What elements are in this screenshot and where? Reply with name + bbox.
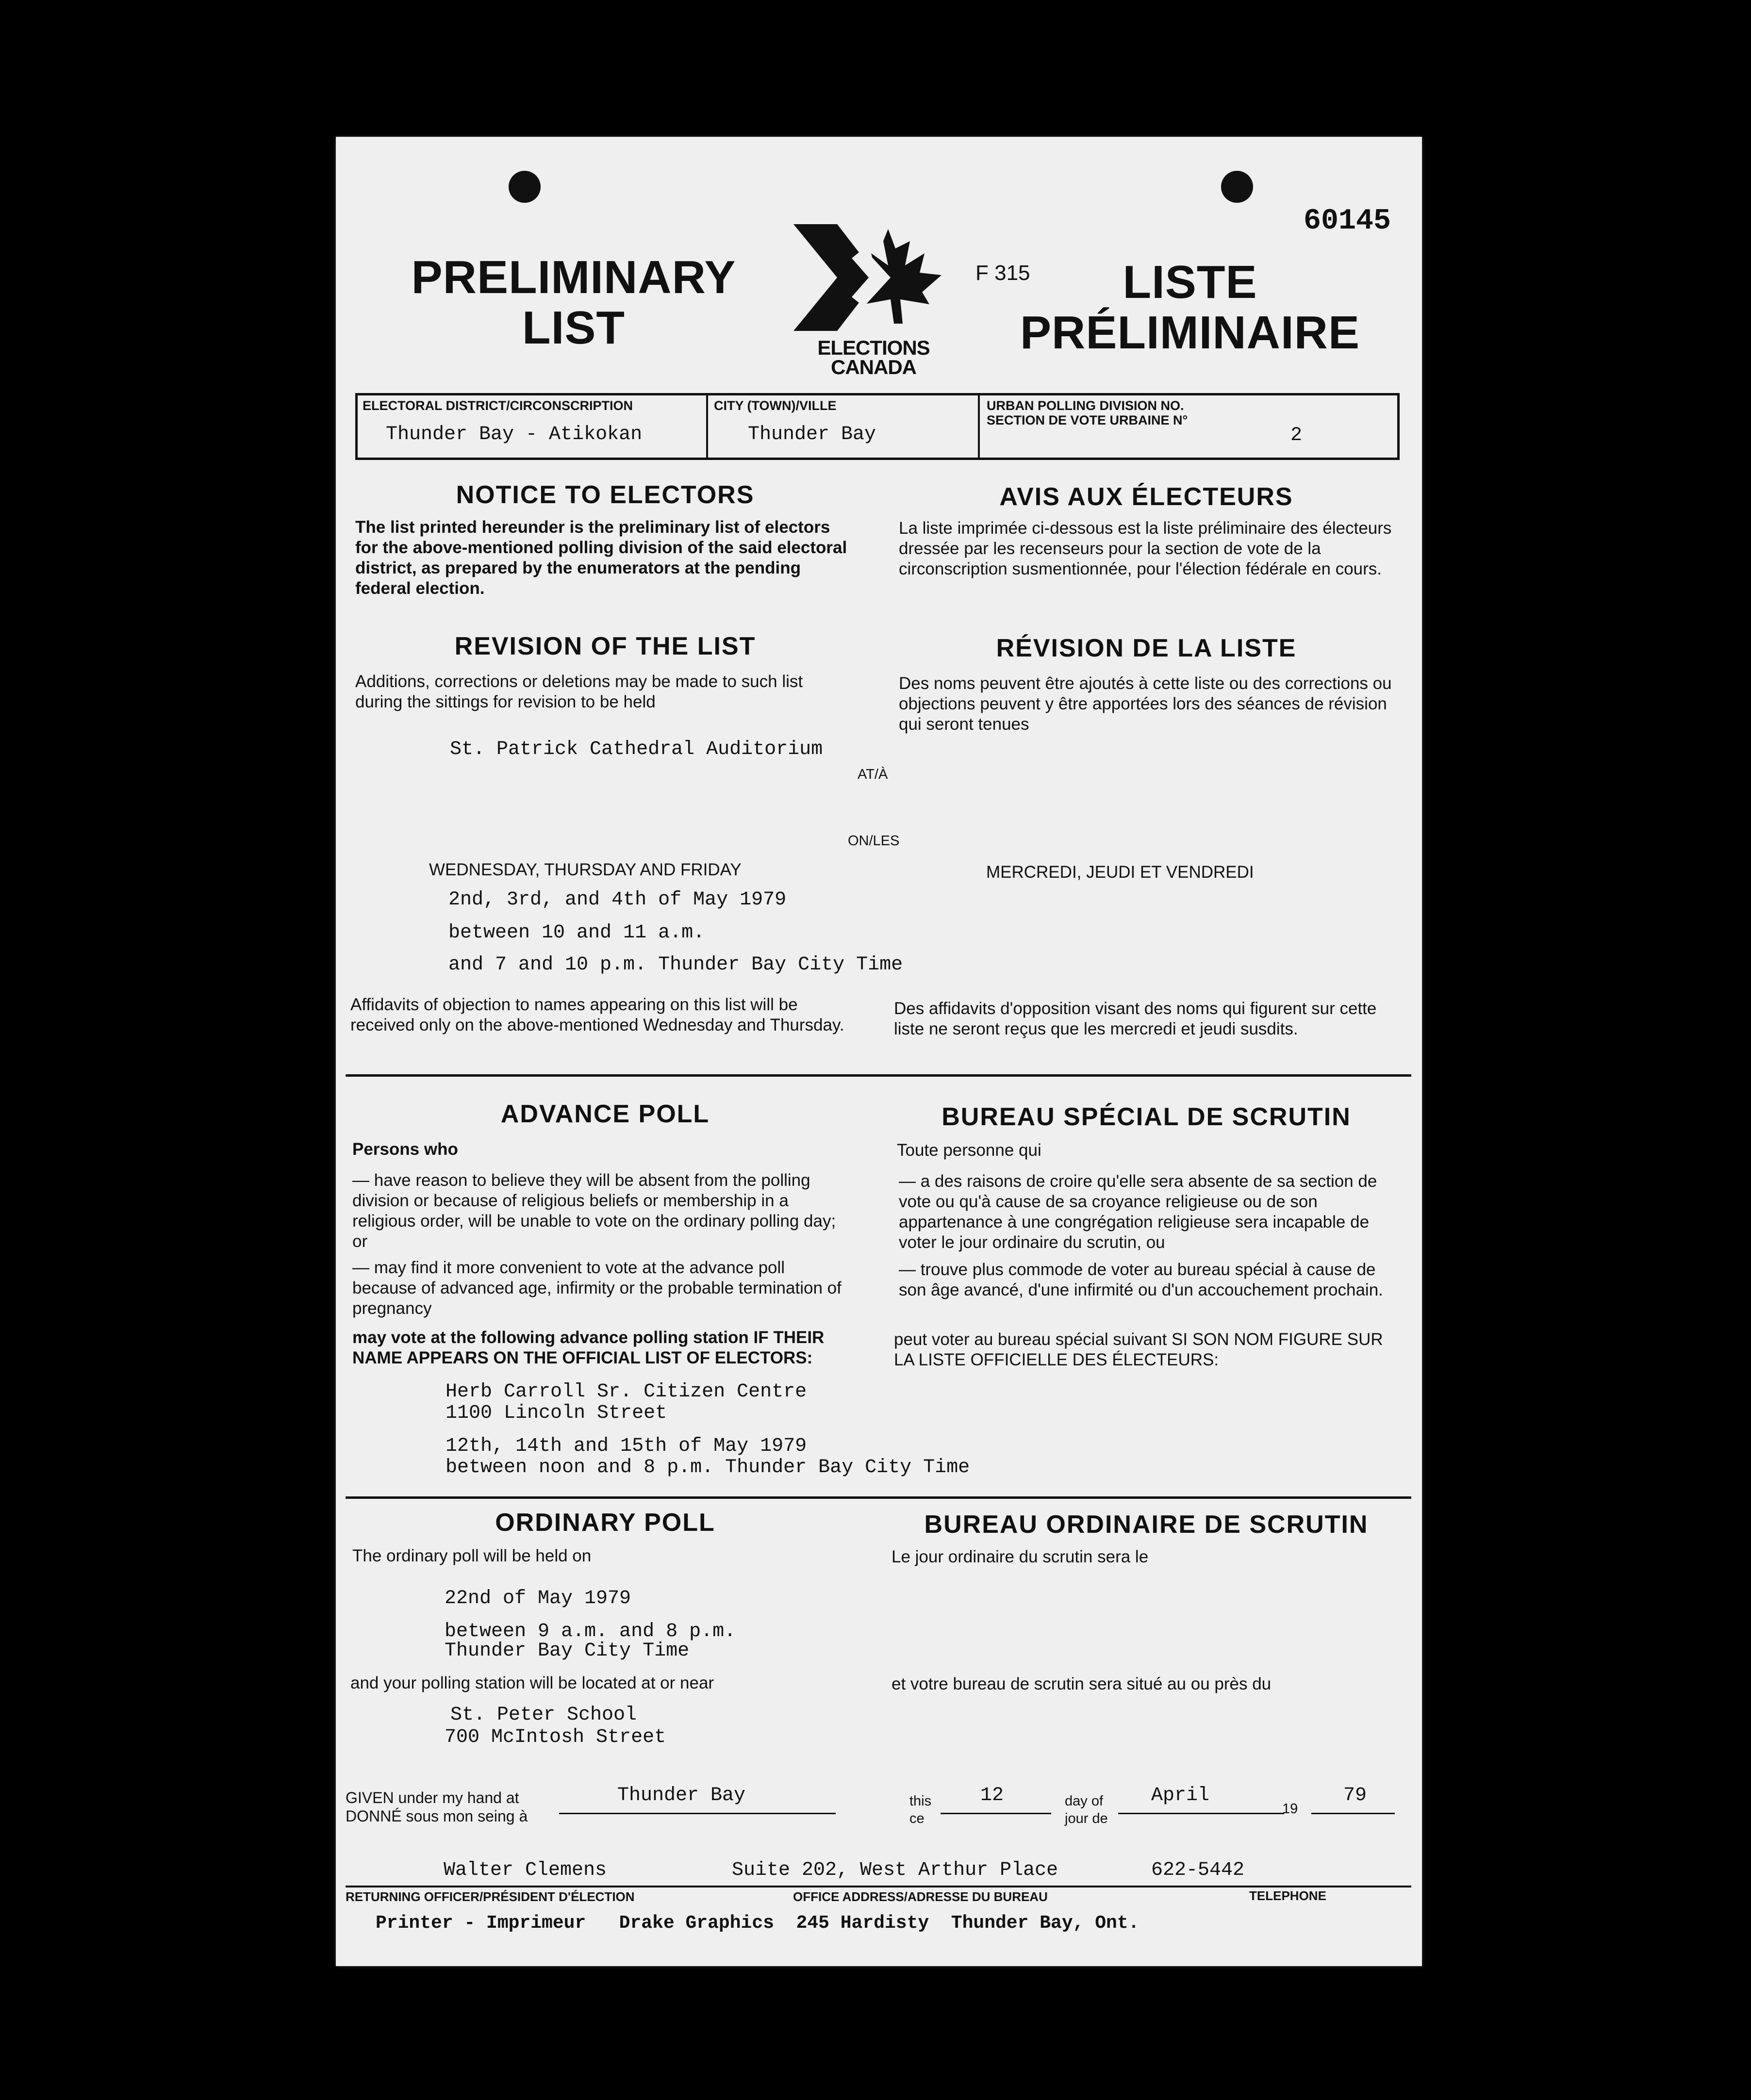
ordinary-heading-en: ORDINARY POLL <box>495 1509 715 1537</box>
city-cell <box>708 395 980 458</box>
header-box <box>355 393 1400 460</box>
revision-dates: 2nd, 3rd, and 4th of May 1979 <box>448 889 787 911</box>
advance-heading-fr: BUREAU SPÉCIAL DE SCRUTIN <box>942 1103 1351 1131</box>
ordinary-intro-en: The ordinary poll will be held on <box>352 1546 592 1565</box>
revision-days-en: WEDNESDAY, THURSDAY AND FRIDAY <box>429 860 742 879</box>
notice-heading-en: NOTICE TO ELECTORS <box>456 481 755 509</box>
given-place: Thunder Bay <box>617 1785 746 1806</box>
officer-phone: 622-5442 <box>1151 1859 1245 1881</box>
revision-heading-en: REVISION OF THE LIST <box>454 632 756 660</box>
title-en-line2: LIST <box>522 302 625 354</box>
revision-days-fr: MERCREDI, JEUDI ET VENDREDI <box>986 863 1254 882</box>
divider-2 <box>346 1496 1411 1499</box>
division-label-2: SECTION DE VOTE URBAINE N° <box>987 413 1188 427</box>
given-day: 12 <box>980 1785 1004 1806</box>
title-fr <box>986 257 1394 358</box>
at-label: AT/À <box>858 767 888 782</box>
officer-name: Walter Clemens <box>444 1859 607 1881</box>
punch-hole-right <box>1221 171 1253 203</box>
this-label <box>909 1792 931 1827</box>
advance-item2-en: — may find it more convenient to vote at the advance poll because of advanced age, infirmity or the probable termination of pregnancy <box>352 1258 842 1318</box>
revision-location: St. Patrick Cathedral Auditorium <box>450 738 823 760</box>
officer-line <box>346 1886 1411 1887</box>
title-fr-line2: PRÉLIMINAIRE <box>1020 307 1360 359</box>
ordinary-station-1: St. Peter School <box>450 1704 637 1726</box>
officer-address-label: OFFICE ADDRESS/ADRESSE DU BUREAU <box>793 1889 1048 1904</box>
advance-intro-en: Persons who <box>352 1140 458 1159</box>
revision-time-2: and 7 and 10 p.m. Thunder Bay City Time <box>448 954 903 976</box>
revision-heading-fr: RÉVISION DE LA LISTE <box>996 634 1297 662</box>
title-en <box>389 252 758 353</box>
district-value: Thunder Bay - Atikokan <box>386 424 643 445</box>
punch-hole-left <box>509 171 541 203</box>
this-label-fr: ce <box>909 1811 925 1826</box>
division-cell <box>980 395 1397 458</box>
notice-text-en: The list printed hereunder is the preliminary list of electors for the above-mentioned polling division of the said electoral district, as prepared by the enumerators at the pending federal election. <box>355 518 847 598</box>
dayof-label <box>1065 1792 1108 1827</box>
notice-text-fr: La liste imprimée ci-dessous est la liste préliminaire des électeurs dressée par les recenseurs pour la section de vote de la circonscription susmentionnée, pour l'élection fédérale en cours. <box>899 519 1392 578</box>
ordinary-station-2: 700 McIntosh Street <box>445 1726 666 1748</box>
serial-number: 60145 <box>1304 205 1391 238</box>
given-day-line <box>941 1813 1051 1814</box>
year-prefix: 19 <box>1282 1801 1298 1817</box>
ordinary-heading-fr: BUREAU ORDINAIRE DE SCRUTIN <box>924 1510 1369 1539</box>
advance-closing-en: may vote at the following advance polling station IF THEIR NAME APPEARS ON THE OFFICIAL LIST OF ELECTORS: <box>352 1328 825 1367</box>
district-cell <box>358 395 708 458</box>
given-year-line <box>1311 1813 1395 1814</box>
on-label: ON/LES <box>848 833 900 849</box>
advance-item2-fr: — trouve plus commode de voter au bureau spécial à cause de son âge avancé, d'une infirmité ou d'un accouchement prochain. <box>899 1260 1383 1299</box>
printer-line: Printer - Imprimeur Drake Graphics 245 Hardisty Thunder Bay, Ont. <box>376 1913 1140 1934</box>
division-label-1: URBAN POLLING DIVISION NO. <box>987 398 1184 413</box>
ordinary-station-en: and your polling station will be located at or near <box>350 1673 714 1692</box>
revision-text-en: Additions, corrections or deletions may be made to such list during the sittings for revision to be held <box>355 672 803 711</box>
form-sheet <box>336 137 1422 1966</box>
advance-item1-fr: — a des raisons de croire qu'elle sera absente de sa section de vote ou qu'à cause de sa croyance religieuse ou de son appartenance à une congrégation religieuse sera incapable de voter le jour ordinaire du scrutin, ou <box>899 1172 1377 1252</box>
ordinary-intro-fr: Le jour ordinaire du scrutin sera le <box>892 1547 1149 1566</box>
logo-line2: CANADA <box>831 356 916 378</box>
affidavit-text-fr: Des affidavits d'opposition visant des noms qui figurent sur cette liste ne seront reçus que les mercredi et jeudi susdits. <box>894 999 1377 1038</box>
given-label-en: GIVEN under my hand at <box>346 1789 519 1806</box>
officer-address: Suite 202, West Arthur Place <box>732 1859 1058 1881</box>
given-label <box>346 1788 528 1825</box>
divider-1 <box>346 1074 1411 1077</box>
given-year: 79 <box>1343 1785 1367 1806</box>
city-value: Thunder Bay <box>748 424 876 445</box>
affidavit-text-en: Affidavits of objection to names appearing on this list will be received only on the above-mentioned Wednesday and Thursday. <box>350 995 844 1034</box>
given-month: April <box>1151 1785 1210 1806</box>
title-en-line1: PRELIMINARY <box>411 251 736 303</box>
advance-station-2: 1100 Lincoln Street <box>446 1402 667 1424</box>
revision-text-fr: Des noms peuvent être ajoutés à cette liste ou des corrections ou objections peuvent y être apportées lors des séances de révision qui seront tenues <box>899 674 1392 734</box>
ordinary-date: 22nd of May 1979 <box>445 1588 631 1609</box>
advance-heading-en: ADVANCE POLL <box>500 1100 710 1128</box>
officer-phone-label: TELEPHONE <box>1249 1888 1326 1903</box>
form-number: F 315 <box>975 261 1030 285</box>
officer-name-label: RETURNING OFFICER/PRÉSIDENT D'ÉLECTION <box>346 1889 635 1904</box>
maple-leaf-x-icon <box>791 219 956 336</box>
elections-canada-logo <box>791 219 956 379</box>
ordinary-station-fr: et votre bureau de scrutin sera situé au ou près du <box>892 1674 1272 1693</box>
ordinary-time-2: Thunder Bay City Time <box>445 1640 690 1662</box>
ordinary-time-1: between 9 a.m. and 8 p.m. <box>445 1621 736 1642</box>
given-month-line <box>1118 1813 1284 1814</box>
this-label-en: this <box>909 1793 932 1809</box>
advance-item1-en: — have reason to believe they will be absent from the polling division or because of religious beliefs or membership in a religious order, will be unable to vote on the ordinary polling day; or <box>352 1171 836 1251</box>
logo-line1: ELECTIONS <box>817 336 930 359</box>
advance-station-1: Herb Carroll Sr. Citizen Centre <box>446 1381 807 1403</box>
given-place-line <box>559 1813 836 1814</box>
dayof-label-fr: jour de <box>1065 1811 1108 1826</box>
revision-time-1: between 10 and 11 a.m. <box>448 922 705 944</box>
notice-heading-fr: AVIS AUX ÉLECTEURS <box>999 483 1293 511</box>
given-label-fr: DONNÉ sous mon seing à <box>346 1807 528 1825</box>
district-label: ELECTORAL DISTRICT/CIRCONSCRIPTION <box>363 398 633 413</box>
city-label: CITY (TOWN)/VILLE <box>714 398 837 413</box>
advance-intro-fr: Toute personne qui <box>897 1141 1041 1160</box>
advance-dates: 12th, 14th and 15th of May 1979 <box>446 1435 807 1457</box>
division-value: 2 <box>1290 425 1303 446</box>
advance-time: between noon and 8 p.m. Thunder Bay City Time <box>446 1457 970 1478</box>
title-fr-line1: LISTE <box>1123 256 1257 308</box>
advance-closing-fr: peut voter au bureau spécial suivant SI SON NOM FIGURE SUR LA LISTE OFFICIELLE DES ÉLECTEURS: <box>894 1330 1383 1369</box>
dayof-label-en: day of <box>1065 1793 1103 1809</box>
